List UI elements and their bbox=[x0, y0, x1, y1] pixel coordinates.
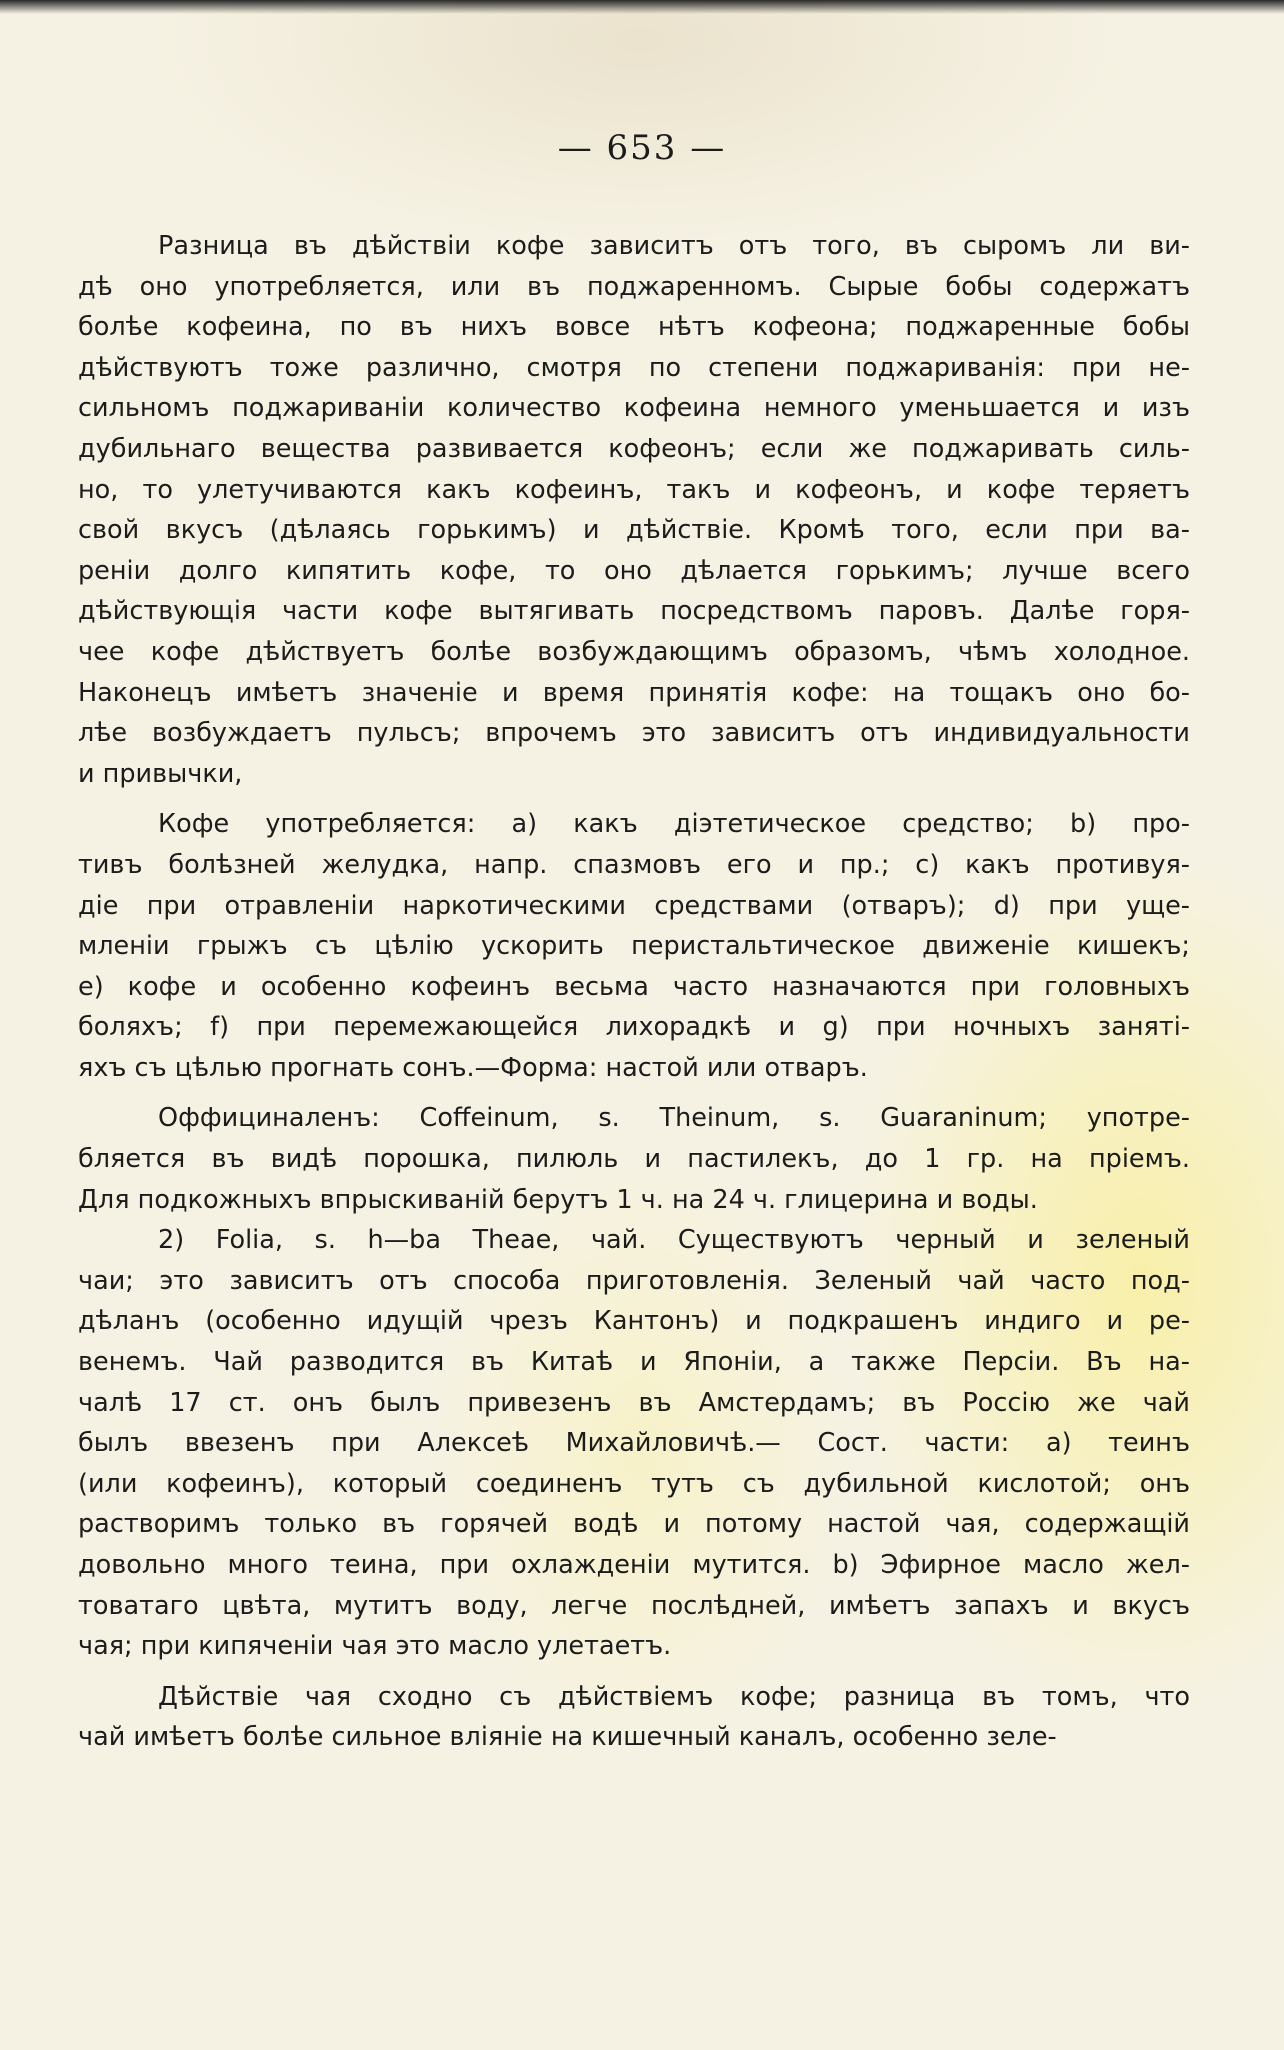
text-line: бляется въ видѣ порошка, пилюль и пастилекъ, до 1 гр. на пріемъ. bbox=[78, 1144, 1190, 1175]
text-line: Оффициналенъ: Coffeinum, s. Theinum, s. Guaraninum; употре- bbox=[158, 1103, 1190, 1134]
body-text bbox=[78, 226, 1190, 1758]
text-line: чее кофе дѣйствуетъ болѣе возбуждающимъ образомъ, чѣмъ холодное. bbox=[78, 636, 1190, 667]
paragraph bbox=[78, 1220, 1190, 1667]
text-line: яхъ съ цѣлью прогнать сонъ.—Форма: настой или отваръ. bbox=[78, 1052, 868, 1083]
paragraph-gap bbox=[78, 1088, 1190, 1098]
paragraph bbox=[78, 226, 1190, 794]
text-line: дѣйствующія части кофе вытягивать посредствомъ паровъ. Далѣе горя- bbox=[78, 596, 1190, 627]
text-line: Для подкожныхъ впрыскиваній берутъ 1 ч. на 24 ч. глицерина и воды. bbox=[78, 1184, 1038, 1215]
text-line: венемъ. Чай разводится въ Китаѣ и Японіи, а также Персіи. Въ на- bbox=[78, 1347, 1190, 1378]
text-line: Дѣйствіе чая сходно съ дѣйствіемъ кофе; разница въ томъ, что bbox=[158, 1681, 1190, 1712]
text-line: свой вкусъ (дѣлаясь горькимъ) и дѣйствіе. Кромѣ того, если при ва- bbox=[78, 515, 1190, 546]
text-line: Разница въ дѣйствіи кофе зависитъ отъ того, въ сыромъ ли ви- bbox=[158, 231, 1190, 261]
text-line: растворимъ только въ горячей водѣ и потому настой чая, содержащій bbox=[78, 1509, 1190, 1540]
text-line: чая; при кипяченіи чая это масло улетаетъ. bbox=[78, 1631, 672, 1662]
text-line: боляхъ; f) при перемежающейся лихорадкѣ и g) при ночныхъ заняті- bbox=[78, 1012, 1190, 1043]
text-line: мленіи грыжъ съ цѣлію ускорить перистальтическое движеніе кишекъ; bbox=[78, 931, 1190, 962]
text-line: тивъ болѣзней желудка, напр. спазмовъ его и пр.; c) какъ противуя- bbox=[78, 849, 1190, 880]
text-line: 2) Folia, s. h—ba Theae, чай. Существуютъ черный и зеленый bbox=[158, 1225, 1190, 1256]
text-line: товатаго цвѣта, мутитъ воду, легче послѣдней, имѣетъ запахъ и вкусъ bbox=[78, 1590, 1190, 1621]
text-line: дѣйствуютъ тоже различно, смотря по степени поджариванія: при не- bbox=[78, 352, 1190, 383]
paragraph bbox=[78, 1677, 1190, 1758]
text-line: лѣе возбуждаетъ пульсъ; впрочемъ это зависитъ отъ индивидуальности bbox=[78, 718, 1190, 749]
text-line: но, то улетучиваются какъ кофеинъ, такъ и кофеонъ, и кофе теряетъ bbox=[78, 474, 1190, 505]
text-line: болѣе кофеина, по въ нихъ вовсе нѣтъ кофеона; поджаренные бобы bbox=[78, 312, 1190, 343]
text-line: и привычки, bbox=[78, 758, 243, 789]
text-line: былъ ввезенъ при Алексеѣ Михайловичѣ.— Сост. части: a) теинъ bbox=[78, 1428, 1190, 1459]
text-line: Наконецъ имѣетъ значеніе и время принятія кофе: на тощакъ оно бо- bbox=[78, 677, 1190, 708]
text-line: дубильнаго вещества развивается кофеонъ; если же поджаривать силь- bbox=[78, 433, 1190, 464]
paragraph bbox=[78, 804, 1190, 1088]
page-number: — 653 — bbox=[557, 128, 727, 168]
text-line: чаи; это зависитъ отъ способа приготовленія. Зеленый чай часто под- bbox=[78, 1265, 1190, 1296]
text-line: чай имѣетъ болѣе сильное вліяніе на кишечный каналъ, особенно зеле- bbox=[78, 1722, 1057, 1753]
text-line: реніи долго кипятить кофе, то оно дѣлается горькимъ; лучше всего bbox=[78, 555, 1190, 586]
text-line: дѣланъ (особенно идущій чрезъ Кантонъ) и подкрашенъ индиго и ре- bbox=[78, 1306, 1190, 1337]
paragraph bbox=[78, 1098, 1190, 1220]
text-line: довольно много теина, при охлажденіи мутится. b) Эфирное масло жел- bbox=[78, 1550, 1190, 1580]
text-line: діе при отравленіи наркотическими средствами (отваръ); d) при уще- bbox=[78, 890, 1190, 921]
text-line: чалѣ 17 ст. онъ былъ привезенъ въ Амстердамъ; въ Россію же чай bbox=[78, 1387, 1190, 1418]
text-line: дѣ оно употребляется, или въ поджаренномъ. Сырые бобы содержатъ bbox=[78, 271, 1190, 302]
paragraph-gap bbox=[78, 794, 1190, 804]
text-line: сильномъ поджариваніи количество кофеина немного уменьшается и изъ bbox=[78, 393, 1190, 424]
paragraph-gap bbox=[78, 1667, 1190, 1677]
page-top-edge bbox=[0, 0, 1284, 14]
text-line: Кофе употребляется: a) какъ діэтетическое средство; b) про- bbox=[158, 809, 1190, 840]
text-line: e) кофе и особенно кофеинъ весьма часто назначаются при головныхъ bbox=[78, 971, 1190, 1002]
text-line: (или кофеинъ), который соединенъ тутъ съ дубильной кислотой; онъ bbox=[78, 1468, 1190, 1499]
